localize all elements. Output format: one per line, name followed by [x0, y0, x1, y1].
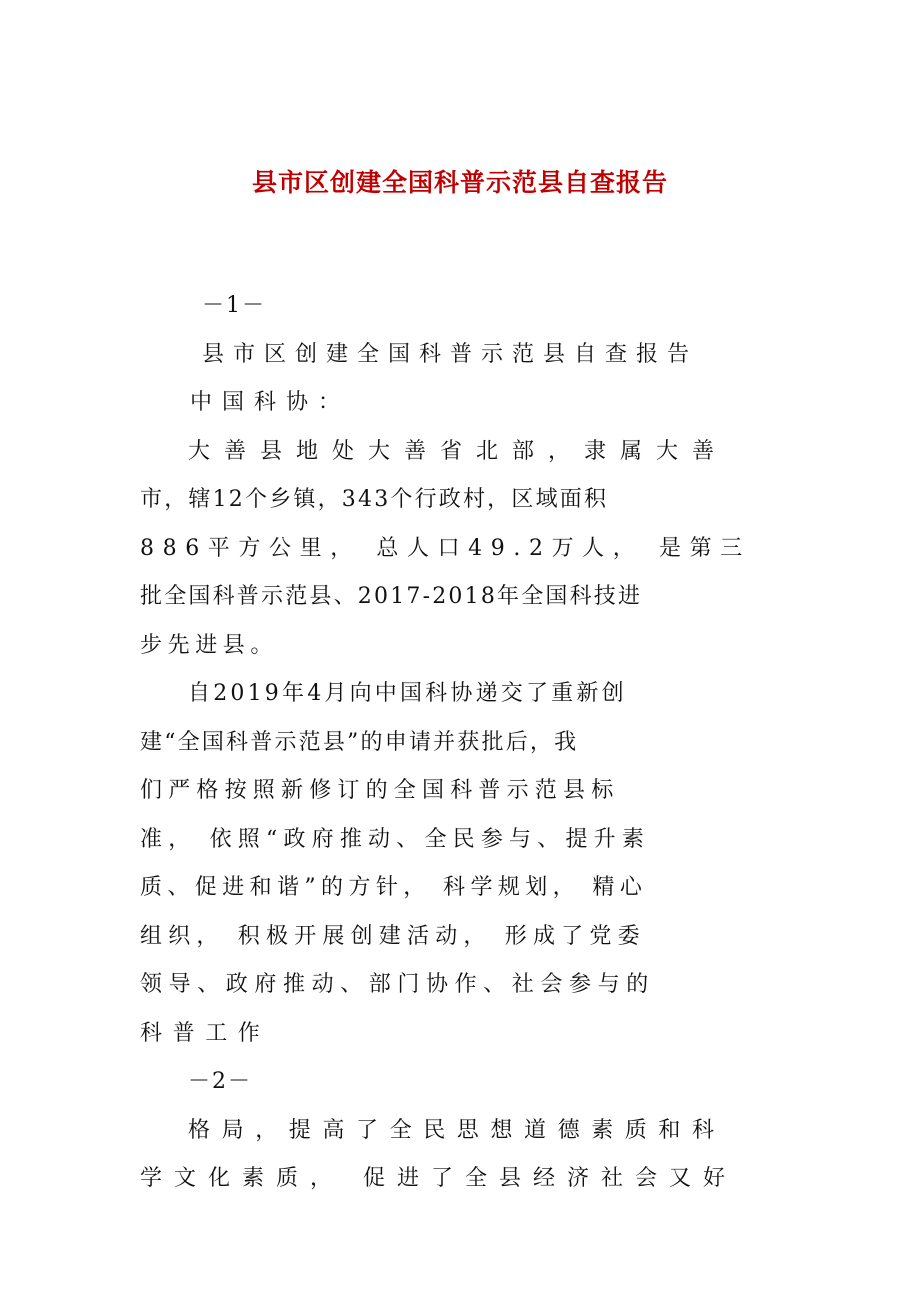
paragraph-3-line-2: 学文化素质， 促进了全县经济社会又好: [140, 1166, 737, 1191]
paragraph-2-line-8: 科普工作: [140, 1020, 271, 1046]
document-title: 县市区创建全国科普示范县自查报告: [251, 168, 668, 197]
paragraph-3-line-1: 格局，提高了全民思想道德素质和科: [188, 1117, 726, 1143]
paragraph-2-line-7: 领导、政府推动、部门协作、社会参与的: [140, 972, 655, 997]
paragraph-1-line-3: 886平方公里， 总人口49.2万人， 是第三: [140, 535, 751, 561]
paragraph-2-line-1: 自2019年4月向中国科协递交了重新创: [188, 681, 627, 706]
paragraph-1-line-5: 步先进县。: [140, 632, 279, 658]
paragraph-1-line-4: 批全国科普示范县、2017-2018年全国科技进: [140, 584, 643, 609]
paragraph-1-line-1: 大善县地处大善省北部，隶属大善: [188, 438, 729, 464]
paragraph-1-line-2: 市，辖12个乡镇，343个行政村，区域面积: [140, 487, 609, 512]
page-number-1: －1－: [202, 293, 266, 318]
page-number-2: －2－: [188, 1069, 252, 1094]
paragraph-2-line-4: 准， 依照“政府推动、全民参与、提升素: [140, 826, 651, 852]
salutation: 中国科协：: [190, 390, 351, 415]
report-heading: 县市区创建全国科普示范县自查报告: [202, 341, 699, 367]
paragraph-2-line-2: 建“全国科普示范县”的申请并获批后，我: [140, 729, 579, 755]
paragraph-2-line-6: 组织， 积极开展创建活动， 形成了党委: [140, 923, 646, 949]
paragraph-2-line-3: 们严格按照新修订的全国科普示范县标: [140, 778, 620, 803]
document-body: [140, 282, 780, 1204]
paragraph-2-line-5: 质、促进和谐”的方针， 科学规划， 精心: [140, 875, 648, 900]
